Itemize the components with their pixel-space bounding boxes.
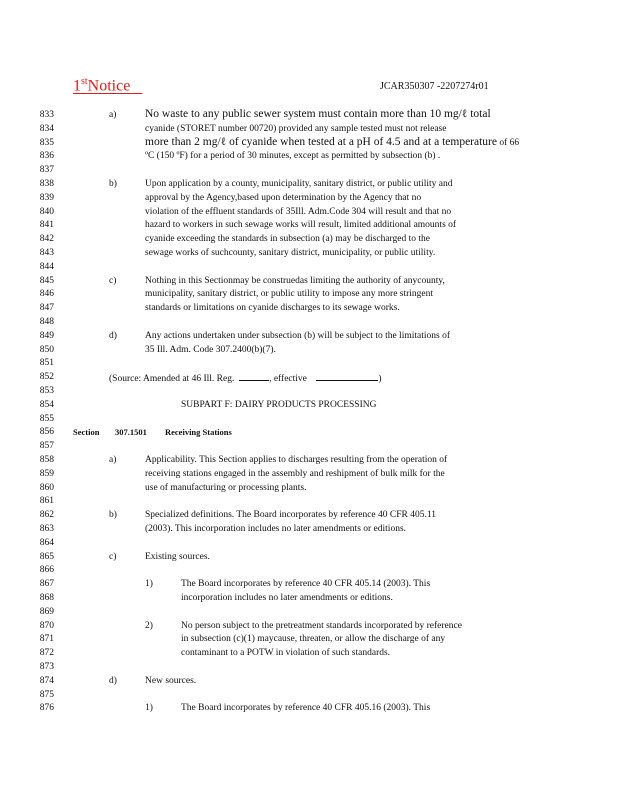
text-line: The Board incorporates by reference 40 CFR 405.14 (2003). This (181, 579, 431, 590)
text-line: sewage works of suchcounty, sanitary district, municipality, or public utility. (145, 248, 436, 258)
line-number: 852 (39, 372, 54, 383)
text-line: Applicability. This Section applies to discharges resulting from the operation of (145, 455, 448, 465)
item-label: b) (109, 179, 117, 189)
line-number: 855 (39, 413, 54, 424)
line-number: 835 (39, 137, 54, 148)
section-label: Section (73, 427, 100, 438)
line-number: 863 (39, 524, 54, 534)
line-number: 870 (39, 620, 54, 631)
line-number: 871 (39, 634, 54, 645)
line-number: 867 (39, 579, 54, 590)
line-number: 859 (39, 468, 54, 479)
line-number: 843 (39, 248, 54, 258)
document-id: JCAR350307 -2207274r01 (380, 81, 489, 92)
line-number: 868 (39, 593, 54, 603)
line-number: 858 (39, 455, 54, 465)
line-number: 849 (39, 330, 54, 341)
line-number: 840 (39, 206, 54, 217)
text-line: violation of the effluent standards of 35Ill. Adm.Code 304 will result and that no (145, 206, 452, 217)
notice-heading (73, 76, 142, 95)
line-number: 838 (39, 179, 54, 189)
notice-label: Notice (87, 77, 131, 95)
line-number: 861 (39, 496, 54, 507)
line-number: 854 (39, 399, 54, 410)
text-line: Specialized definitions. The Board incorporates by reference 40 CFR 405.11 (145, 510, 436, 521)
line-number: 876 (39, 703, 54, 714)
item-label: 2) (145, 620, 153, 631)
line-number: 834 (39, 123, 54, 134)
text-line: ºC (150 ºF) for a period of 30 minutes, except as permitted by subsection (b) . (145, 151, 441, 162)
text-line (145, 136, 519, 149)
line-number: 860 (39, 482, 54, 493)
text-line: standards or limitations on cyanide discharges to its sewage works. (145, 303, 400, 314)
item-label: 1) (145, 703, 153, 714)
item-label: d) (109, 330, 117, 341)
line-number: 833 (39, 110, 54, 120)
blank-line (316, 371, 378, 381)
text-segment: more than 2 mg/ℓ of cyanide when tested at a pH of 4.5 and at a temperature (145, 135, 497, 148)
text-line: cyanide (STORET number 00720) provided any sample tested must not release (145, 123, 447, 134)
notice-suffix: st (81, 76, 88, 87)
text-line: (2003). This incorporation includes no later amendments or editions. (145, 524, 407, 534)
line-number: 853 (39, 386, 54, 396)
item-label: b) (109, 510, 117, 521)
text-line: No person subject to the pretreatment standards incorporated by reference (181, 620, 462, 631)
subpart-heading: SUBPART F: DAIRY PRODUCTS PROCESSING (181, 399, 377, 410)
item-label: a) (109, 455, 117, 465)
text-line: cyanide exceeding the standards in subsection (a) may be discharged to the (145, 234, 430, 245)
blank-line (239, 371, 269, 381)
source-note-text: ) (378, 374, 382, 385)
line-number: 856 (39, 427, 54, 438)
text-line: Any actions undertaken under subsection (b) will be subject to the limitations of (145, 330, 450, 341)
line-number: 851 (39, 358, 54, 369)
text-line: approval by the Agency,based upon determination by the Agency that no (145, 192, 422, 203)
line-number: 845 (39, 275, 54, 286)
notice-number: 1 (73, 77, 81, 95)
line-number: 848 (39, 317, 54, 327)
text-segment: of 66 (496, 137, 520, 148)
text-line: Upon application by a county, municipality, sanitary district, or public utility and (145, 179, 453, 189)
line-number: 865 (39, 551, 54, 562)
line-number: 873 (39, 662, 54, 672)
item-label: c) (109, 551, 117, 562)
text-line: in subsection (c)(1) maycause, threaten, or allow the discharge of any (181, 634, 446, 645)
text-line: municipality, sanitary district, or public utility to impose any more stringent (145, 289, 434, 300)
text-line: 35 Ill. Adm. Code 307.2400(b)(7). (145, 344, 276, 355)
line-number: 837 (39, 165, 54, 176)
line-number: 857 (39, 441, 54, 452)
item-label: d) (109, 675, 117, 686)
source-note-text: , effective (269, 374, 307, 385)
line-number: 836 (39, 151, 54, 162)
line-number: 844 (39, 261, 54, 272)
text-line: contaminant to a POTW in violation of such standards. (181, 648, 391, 659)
item-label: 1) (145, 579, 153, 590)
text-line: hazard to workers in such sewage works will result, limited additional amounts of (145, 220, 457, 231)
line-number: 864 (39, 537, 54, 548)
item-label: a) (109, 110, 117, 120)
line-number: 846 (39, 289, 54, 300)
section-number: 307.1501 (115, 427, 147, 438)
text-line: No waste to any public sewer system must contain more than 10 mg/ℓ total (145, 108, 491, 120)
text-line: receiving stations engaged in the assembly and reshipment of bulk milk for the (145, 468, 445, 479)
text-line: Existing sources. (145, 551, 210, 562)
text-line: New sources. (145, 675, 197, 686)
line-number: 875 (39, 689, 54, 700)
source-note-text: (Source: Amended at 46 Ill. Reg. (109, 374, 235, 385)
source-note (109, 371, 382, 385)
line-number: 869 (39, 606, 54, 617)
section-title: Receiving Stations (165, 427, 232, 438)
line-number: 842 (39, 234, 54, 245)
text-line: Nothing in this Sectionmay be construedas limiting the authority of anycounty, (145, 275, 445, 286)
line-number: 874 (39, 675, 54, 686)
text-line: The Board incorporates by reference 40 CFR 405.16 (2003). This (181, 703, 431, 714)
text-line: use of manufacturing or processing plants. (145, 482, 307, 493)
line-number: 839 (39, 192, 54, 203)
line-number: 847 (39, 303, 54, 314)
line-number: 872 (39, 648, 54, 659)
line-number: 850 (39, 344, 54, 355)
line-number: 862 (39, 510, 54, 521)
item-label: c) (109, 275, 117, 286)
line-number: 841 (39, 220, 54, 231)
text-line: incorporation includes no later amendments or editions. (181, 593, 393, 603)
line-number: 866 (39, 565, 54, 576)
